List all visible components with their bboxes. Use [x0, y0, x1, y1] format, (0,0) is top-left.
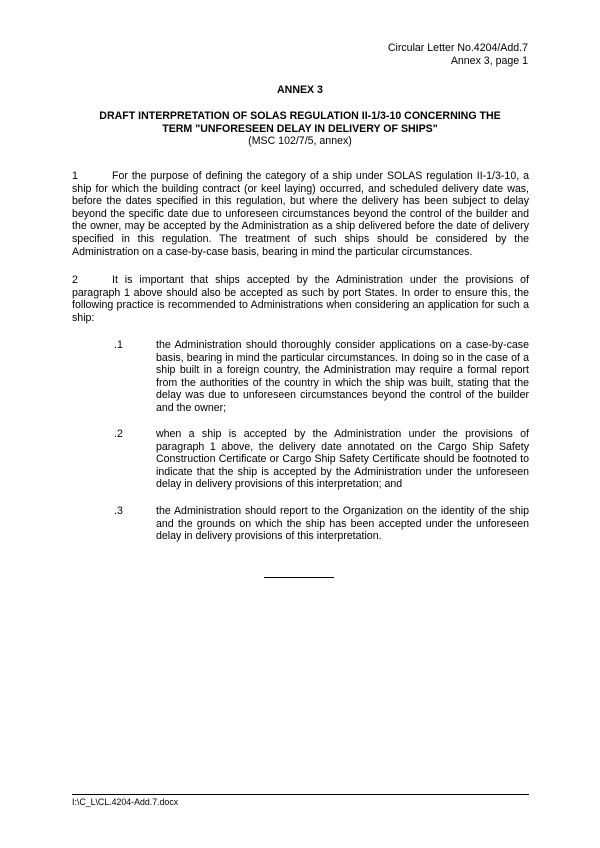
document-subtitle: (MSC 102/7/5, annex): [248, 135, 352, 147]
footer-divider: [72, 794, 529, 795]
paragraph-1: [72, 170, 529, 258]
document-title-line-1: DRAFT INTERPRETATION OF SOLAS REGULATION II-1/3-10 CONCERNING THE: [99, 110, 501, 122]
end-of-text-rule: [264, 577, 334, 578]
annex-title: ANNEX 3: [277, 84, 323, 96]
list-item-number: .3: [114, 505, 123, 517]
list-item-text: the Administration should report to the Organization on the identity of the ship and the grounds on which the ship has been accepted under the unforeseen delay in delivery provisions of this interpretation.: [156, 505, 529, 543]
paragraph-number: 2: [72, 274, 78, 286]
paragraph-text: For the purpose of defining the category of a ship under SOLAS regulation II-1/3-10, a ship for which the building contract (or keel laying) occurred, and scheduled delivery date was, before the dates specified in this regulation, but where the delivery has been subject to delay beyond the specific date due to unforeseen circumstances beyond the control of the builder and the owner, may be accepted by the Administration as a ship delivered before the date of delivery specified in this regulation. The treatment of such ships should be considered by the Administration on a case-by-case basis, bearing in mind the particular circumstances.: [72, 170, 529, 258]
list-item-1: [114, 339, 529, 415]
list-item-number: .1: [114, 339, 123, 351]
paragraph-text: It is important that ships accepted by the Administration under the provisions of paragraph 1 above should also be accepted as such by port States. In order to ensure this, the following practice is recommended to Administrations when considering an application for such a ship:: [72, 274, 529, 324]
page-header: [388, 42, 528, 68]
annex-page-reference: Annex 3, page 1: [450, 55, 528, 68]
document-title: [70, 110, 530, 135]
list-item-text: when a ship is accepted by the Administration under the provisions of paragraph 1 above, the delivery date annotated on the Cargo Ship Safety Construction Certificate or Cargo Ship Safety Certificate should be footnoted to indicate that the ship is accepted by the Administration under the unforeseen delay in delivery provisions of this interpretation; and: [156, 428, 529, 491]
footer-file-path: I:\C_L\CL.4204-Add.7.docx: [72, 797, 179, 807]
document-title-line-2: TERM "UNFORESEEN DELAY IN DELIVERY OF SHIPS": [162, 122, 438, 135]
list-item-text: the Administration should thoroughly consider applications on a case-by-case basis, bearing in mind the particular circumstances. In doing so in the case of a ship built in a foreign country, the Administration may require a formal report from the authorities of the country in which the ship was built, stating that the delay was due to unforeseen circumstances beyond the control of the builder and the owner;: [156, 339, 529, 414]
list-item-2: [114, 428, 529, 491]
list-item-3: [114, 505, 529, 543]
paragraph-2: [72, 274, 529, 324]
circular-letter-reference: Circular Letter No.4204/Add.7: [387, 42, 528, 54]
paragraph-number: 1: [72, 170, 78, 182]
list-item-number: .2: [114, 428, 123, 440]
